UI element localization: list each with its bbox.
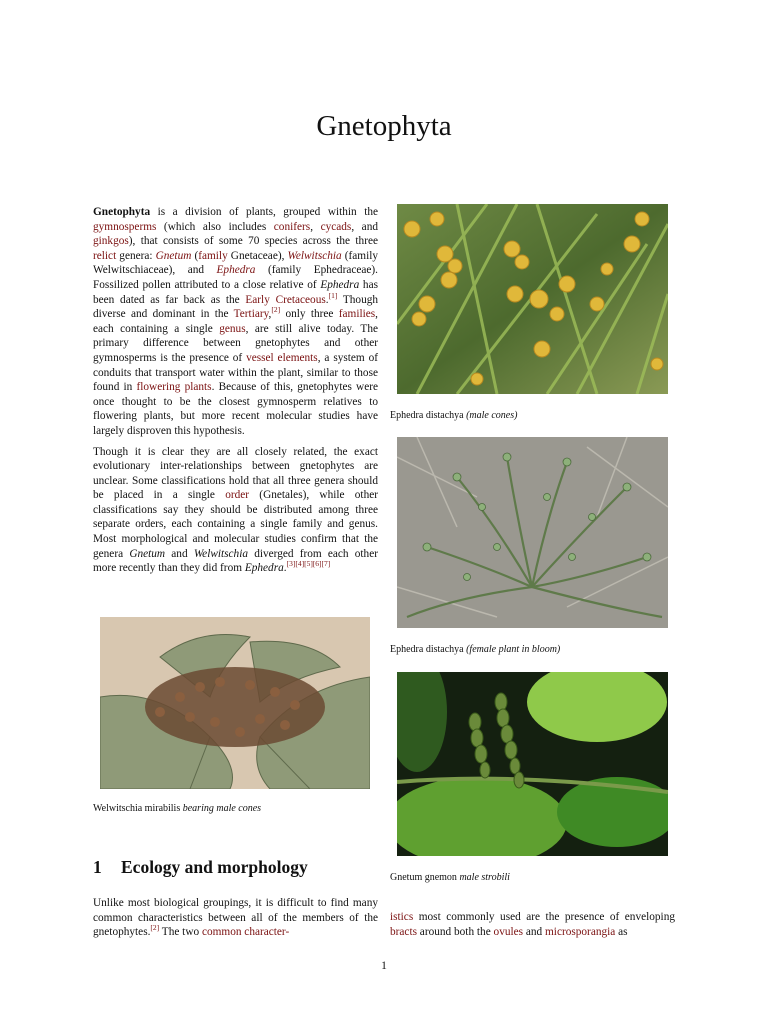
inline-link[interactable]: families (338, 308, 376, 321)
text-run: as (615, 925, 628, 938)
section-paragraph-left (93, 896, 378, 940)
caption-ephedra-female-desc: (female plant in bloom) (466, 644, 561, 655)
text-run: Gnetophyta (93, 206, 151, 218)
text-run: has been dated as far back as the (93, 278, 378, 306)
inline-link[interactable]: genus (219, 322, 246, 335)
text-run: , and (351, 220, 378, 233)
text-run: and (165, 547, 194, 560)
caption-ephedra-male (390, 410, 517, 421)
caption-gnetum-name: Gnetum gnemon (390, 872, 457, 883)
inline-link[interactable]: cycads (320, 220, 352, 233)
inline-link[interactable]: Welwitschia (287, 249, 342, 262)
inline-link[interactable]: istics (390, 911, 414, 923)
text-run: Ephedra (244, 562, 284, 575)
inline-link[interactable]: conifers (273, 220, 311, 233)
inline-link[interactable]: ovules (493, 925, 524, 938)
caption-ephedra-female-name: Ephedra distachya (390, 644, 464, 655)
caption-ephedra-male-desc: (male cones) (466, 410, 518, 421)
text-run: (family Welwitschiaceae), and (93, 249, 379, 277)
inline-link[interactable]: flowering plants (136, 381, 212, 394)
text-run: Gnetum (129, 547, 166, 560)
text-run: . (325, 293, 329, 306)
text-run: (Gnetales), while other classifications say they should be distributed among three separate orders, each containing a single family and genus. Most morphological and molecular studies confirm that the genera (93, 489, 378, 560)
inline-link[interactable]: bracts (390, 925, 417, 938)
section-heading (93, 857, 308, 878)
inline-link[interactable]: Tertiary (233, 308, 269, 321)
inline-link[interactable]: Early Cretaceous (245, 293, 326, 306)
inline-link[interactable]: order (225, 489, 250, 502)
caption-gnetum-desc: male strobili (459, 872, 510, 883)
intro-paragraph-1 (93, 205, 378, 439)
text-run: Unlike most biological groupings, it is difficult to find many common characteristics between all of the members of the gnetophytes. (93, 897, 378, 939)
text-run: , (310, 220, 321, 233)
caption-ephedra-male-name: Ephedra distachya (390, 410, 464, 421)
text-run: only three (280, 308, 339, 321)
section-number: 1 (93, 857, 102, 877)
section-left-column (93, 896, 378, 946)
text-run: . Because of this, gnetophytes were once thought to be the closest gymnosperm relatives to flowering plants, but more recent molecular studies have largely disproven this hypothesis. (93, 381, 378, 437)
welwitschia-photo (100, 617, 370, 789)
inline-link[interactable]: Ephedra (216, 264, 256, 277)
text-run: genera: (116, 249, 156, 262)
ephedra-male-cones-photo (397, 204, 668, 394)
text-run: Though it is clear they are all closely related, the exact evolutionary inter-relationships between gnetophytes are unclear. Some classifications hold that all three genera should be placed in a single (93, 445, 378, 502)
intro-paragraph-2 (93, 445, 378, 576)
text-run: Though diverse and dominant in the (93, 293, 379, 321)
section-right-column (390, 910, 675, 945)
inline-link[interactable]: common character- (201, 926, 290, 939)
text-run: (which also includes (156, 220, 274, 233)
text-run: The two (159, 926, 202, 939)
text-run: most commonly used are the presence of enveloping (413, 911, 675, 923)
citation[interactable]: [1] (328, 290, 338, 300)
text-run: Welwitschia (193, 547, 248, 560)
caption-ephedra-female (390, 644, 560, 655)
text-run: around both the (416, 925, 494, 938)
page-number: 1 (381, 960, 387, 972)
text-run: , a system of conduits that transport water within the plant, similar to those found in (93, 351, 378, 394)
inline-link[interactable]: ginkgos (93, 235, 129, 248)
caption-welwitschia (93, 803, 261, 814)
inline-link[interactable]: relict (93, 249, 117, 262)
text-run: diverged from each other more recently than they did from (93, 547, 378, 575)
text-run: , are still alive today. The primary difference between gnetophytes and other gymnosperms is the presence of (93, 322, 378, 364)
section-paragraph-right (390, 910, 675, 939)
caption-welwitschia-name: Welwitschia mirabilis (93, 803, 181, 814)
text-run: , each containing a single (93, 308, 378, 335)
text-run: (family Ephedraceae). Fossilized pollen attributed to a close relative of (93, 264, 378, 291)
text-run: ( (191, 249, 199, 262)
text-run: , (268, 308, 272, 321)
text-run: ), that consists of some 70 species across the three (128, 235, 378, 248)
gnetum-gnemon-photo (397, 672, 668, 856)
text-run: is a division of plants, grouped within the (150, 206, 378, 218)
ephedra-female-plant-photo (397, 437, 668, 628)
intro-column (93, 205, 378, 582)
text-run: Gnetaceae), (227, 249, 288, 262)
caption-gnetum (390, 872, 510, 883)
caption-welwitschia-desc: bearing male cones (182, 803, 262, 814)
inline-link[interactable]: family (198, 249, 228, 262)
citation[interactable]: [2] (271, 305, 281, 315)
inline-link[interactable]: vessel elements (246, 351, 318, 364)
page-title: Gnetophyta (316, 110, 452, 142)
text-run: Ephedra (320, 278, 360, 291)
citation[interactable]: [2] (150, 923, 160, 933)
section-title: Ecology and morphology (121, 857, 308, 877)
text-run: . (283, 562, 287, 575)
inline-link[interactable]: gymnosperms (93, 220, 157, 233)
inline-link[interactable]: Gnetum (155, 249, 192, 262)
text-run: and (523, 925, 546, 938)
citation[interactable]: [3][4][5][6][7] (286, 559, 331, 569)
inline-link[interactable]: microsporangia (545, 925, 616, 938)
